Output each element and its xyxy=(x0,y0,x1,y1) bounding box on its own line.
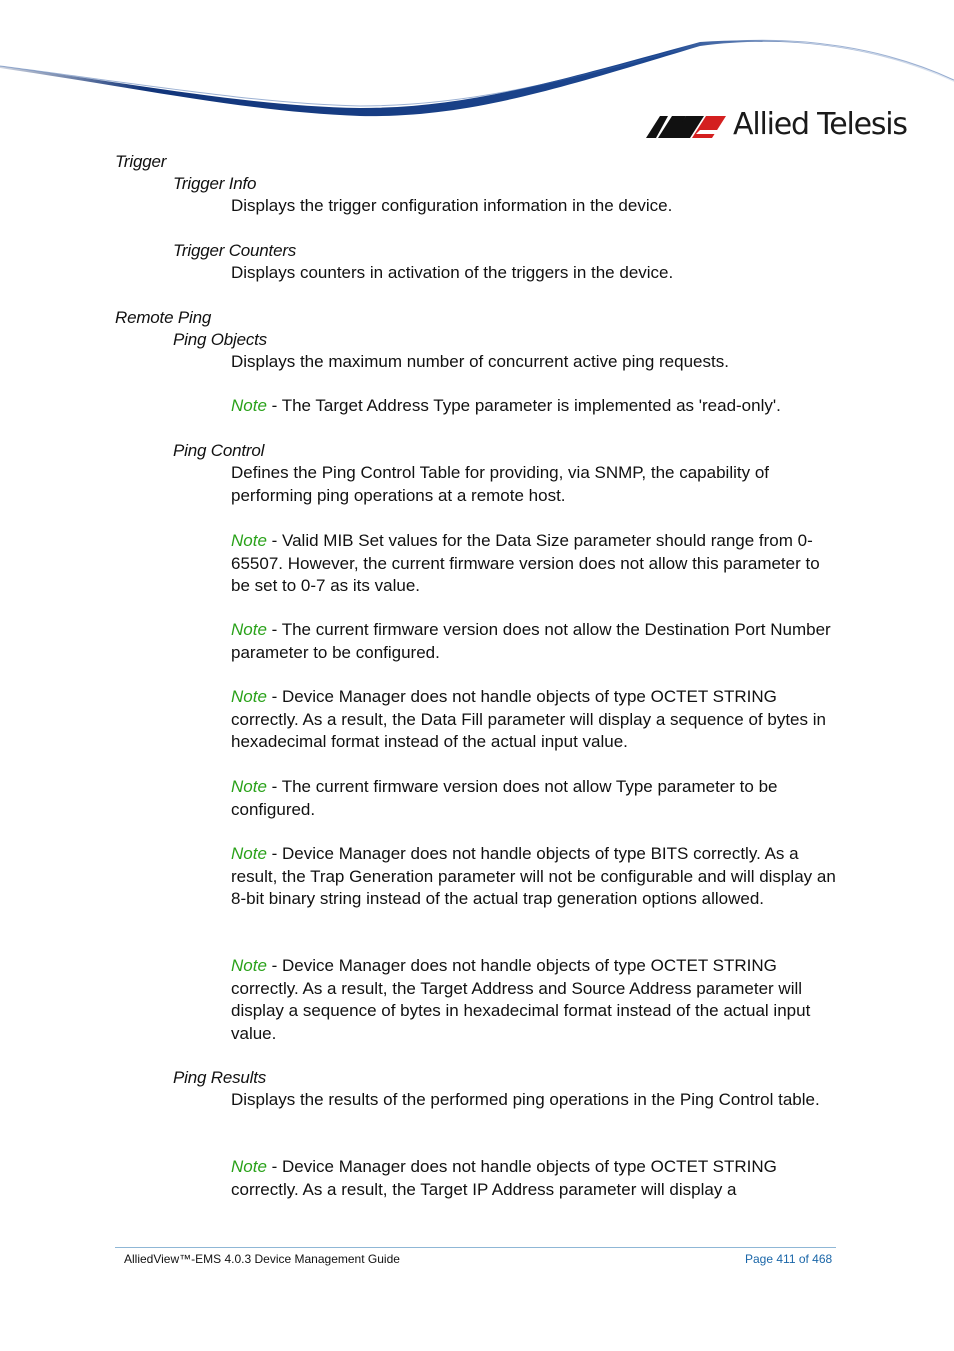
footer-page-number: Page 411 of 468 xyxy=(745,1252,833,1266)
ping-results-text: Displays the results of the performed ping operations in the Ping Control table. xyxy=(231,1090,820,1109)
ping-control-note: Note - Valid MIB Set values for the Data Size parameter should range from 0-65507. However, the current firmware version does not allow this parameter to be set to 0-7 as its value. xyxy=(231,531,820,595)
allied-telesis-logo-icon xyxy=(646,114,728,140)
trigger-counters-text: Displays counters in activation of the triggers in the device. xyxy=(231,263,674,282)
logo-text: Allied Telesis xyxy=(733,107,907,142)
footer-doc-title: AlliedView™-EMS 4.0.3 Device Management Guide xyxy=(124,1252,400,1266)
ping-control-text: Defines the Ping Control Table for providing, via SNMP, the capability of performing ping operations at a remote host. xyxy=(231,463,769,505)
ping-control-note: Note - Device Manager does not handle objects of type BITS correctly. As a result, the Trap Generation parameter will not be configurable and will display an 8-bit binary string instead of the actual trap generation options allowed. xyxy=(231,844,836,908)
note-label: Note xyxy=(231,396,267,415)
subsection-title-ping-control: Ping Control xyxy=(173,441,265,460)
note-label: Note xyxy=(231,531,267,550)
note-label: Note xyxy=(231,1157,267,1176)
trigger-info-text: Displays the trigger configuration information in the device. xyxy=(231,196,673,215)
ping-control-note: Note - The current firmware version does not allow the Destination Port Number parameter to be configured. xyxy=(231,620,831,662)
note-label: Note xyxy=(231,844,267,863)
subsection-title-ping-results: Ping Results xyxy=(173,1068,267,1087)
subsection-title-ping-objects: Ping Objects xyxy=(173,330,267,349)
ping-control-note: Note - Device Manager does not handle objects of type OCTET STRING correctly. As a result, the Target Address and Source Address parameter will display a sequence of bytes in hexadecimal format instead of the actual input value. xyxy=(231,956,811,1043)
section-title-remote-ping: Remote Ping xyxy=(115,308,212,327)
ping-results-note: Note - Device Manager does not handle objects of type OCTET STRING correctly. As a result, the Target IP Address parameter will display a xyxy=(231,1157,777,1199)
ping-objects-note: Note - The Target Address Type parameter is implemented as 'read-only'. xyxy=(231,396,781,415)
note-label: Note xyxy=(231,687,267,706)
subsection-title-trigger-counters: Trigger Counters xyxy=(173,241,297,260)
note-label: Note xyxy=(231,777,267,796)
ping-control-note: Note - Device Manager does not handle objects of type OCTET STRING correctly. As a result, the Data Fill parameter will display a sequence of bytes in hexadecimal format instead of the actual input value. xyxy=(231,687,826,751)
footer-divider xyxy=(115,1247,836,1248)
subsection-title-trigger-info: Trigger Info xyxy=(173,174,257,193)
section-title-trigger: Trigger xyxy=(115,152,167,171)
note-label: Note xyxy=(231,620,267,639)
ping-control-note: Note - The current firmware version does not allow Type parameter to be configured. xyxy=(231,777,778,819)
ping-objects-text: Displays the maximum number of concurrent active ping requests. xyxy=(231,352,729,371)
note-label: Note xyxy=(231,956,267,975)
